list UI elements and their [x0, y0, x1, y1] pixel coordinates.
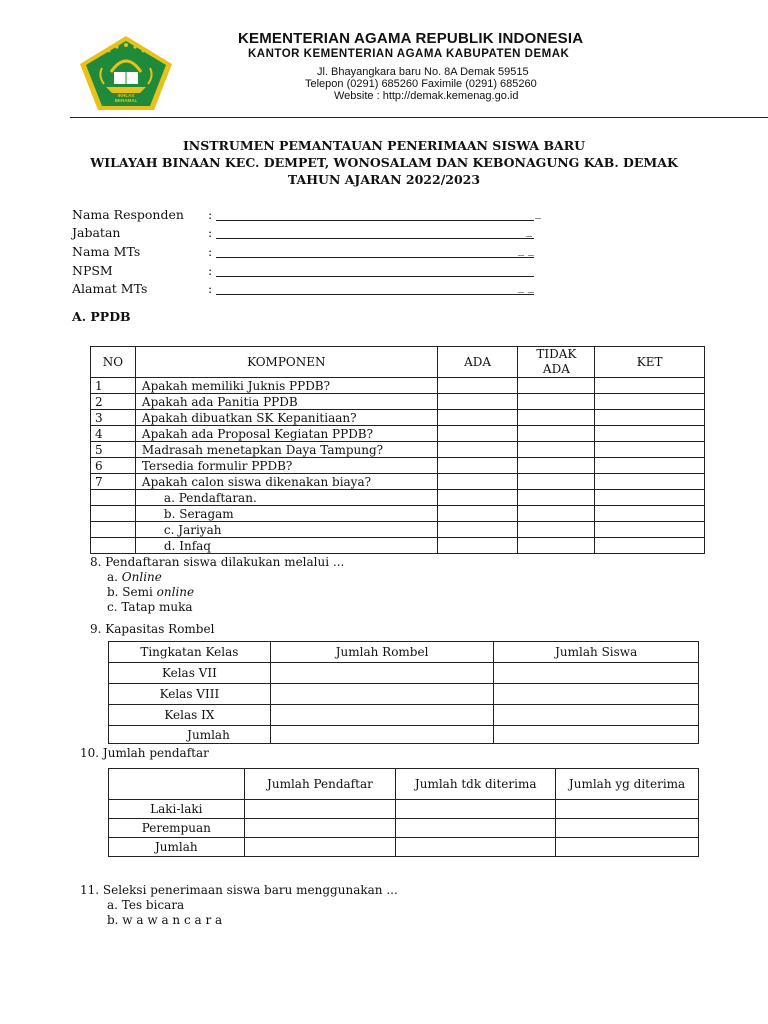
row-komponen: d. Infaq [135, 538, 437, 554]
row-no: 6 [91, 458, 136, 474]
col-header-no: NO [91, 347, 136, 378]
cell-rombel[interactable] [270, 705, 494, 726]
cell-rombel[interactable] [270, 663, 494, 684]
header-subtitle: KANTOR KEMENTERIAN AGAMA KABUPATEN DEMAK [248, 48, 570, 60]
row-no: 4 [91, 426, 136, 442]
cell-ada[interactable] [437, 378, 518, 394]
row-label: Kelas VIII [109, 684, 271, 705]
row-komponen: c. Jariyah [135, 522, 437, 538]
field-tail: _ [535, 205, 541, 219]
q11-option-b: b. w a w a n c a r a [107, 913, 223, 927]
kemenag-logo [76, 32, 176, 112]
table-row [91, 442, 705, 458]
cell-ket[interactable] [595, 522, 705, 538]
row-label: Jumlah [109, 726, 271, 744]
col-header-komponen: KOMPONEN [135, 347, 437, 378]
cell-rombel[interactable] [270, 684, 494, 705]
cell-ada[interactable] [437, 458, 518, 474]
cell-pendaftar[interactable] [244, 838, 396, 857]
cell-siswa[interactable] [494, 684, 699, 705]
cell-ket[interactable] [595, 506, 705, 522]
row-komponen: Apakah memiliki Juknis PPDB? [135, 378, 437, 394]
field-label: Nama Responden [72, 207, 184, 222]
q8-option-b [107, 585, 194, 599]
cell-siswa[interactable] [494, 726, 699, 744]
cell-diterima[interactable] [556, 819, 699, 838]
row-no: 7 [91, 474, 136, 490]
q8-a-prefix: a. [107, 570, 122, 584]
q11-option-a: a. Tes bicara [107, 898, 185, 912]
row-komponen: a. Pendaftaran. [135, 490, 437, 506]
row-no: 1 [91, 378, 136, 394]
field-tail: _ _ [518, 242, 534, 256]
field-label: Alamat MTs [72, 281, 148, 296]
row-komponen: Tersedia formulir PPDB? [135, 458, 437, 474]
table-row [109, 819, 699, 838]
table-row [109, 800, 699, 819]
table-row [109, 726, 699, 744]
field-colon: : [208, 244, 213, 259]
cell-tidak-ada[interactable] [518, 442, 595, 458]
field-tail: _ [526, 223, 532, 237]
row-label: Laki-laki [109, 800, 245, 819]
cell-tidak-ada[interactable] [518, 538, 595, 554]
table-row [109, 838, 699, 857]
row-no: 3 [91, 410, 136, 426]
cell-ada[interactable] [437, 442, 518, 458]
nama-responden-field[interactable] [216, 207, 534, 221]
cell-diterima[interactable] [556, 800, 699, 819]
cell-tdk-diterima[interactable] [396, 819, 556, 838]
kapasitas-rombel-table [108, 641, 699, 744]
col-header-diterima: Jumlah yg diterima [556, 769, 699, 800]
field-label: NPSM [72, 263, 113, 278]
q8-b-italic: online [156, 585, 195, 599]
field-label: Nama MTs [72, 244, 141, 259]
cell-ada[interactable] [437, 426, 518, 442]
row-label: Kelas VII [109, 663, 271, 684]
row-komponen: b. Seragam [135, 506, 437, 522]
header-title: KEMENTERIAN AGAMA REPUBLIK INDONESIA [238, 30, 584, 47]
cell-ada[interactable] [437, 538, 518, 554]
q8-option-c: c. Tatap muka [107, 600, 193, 614]
cell-pendaftar[interactable] [244, 819, 396, 838]
cell-ket[interactable] [595, 490, 705, 506]
col-header-tdk-diterima: Jumlah tdk diterima [396, 769, 556, 800]
doc-title-line2: WILAYAH BINAAN KEC. DEMPET, WONOSALAM DAN KEBONAGUNG KAB. DEMAK [90, 155, 678, 170]
cell-siswa[interactable] [494, 663, 699, 684]
row-komponen: Apakah dibuatkan SK Kepanitiaan? [135, 410, 437, 426]
cell-ket[interactable] [595, 538, 705, 554]
row-komponen: Apakah ada Panitia PPDB [135, 394, 437, 410]
cell-ket[interactable] [595, 442, 705, 458]
npsm-field[interactable] [216, 263, 534, 277]
row-label: Perempuan [109, 819, 245, 838]
jabatan-field[interactable] [216, 225, 534, 239]
table-row [91, 538, 705, 554]
cell-ada[interactable] [437, 474, 518, 490]
table-row [109, 705, 699, 726]
cell-tidak-ada[interactable] [518, 522, 595, 538]
table-row [109, 684, 699, 705]
cell-tdk-diterima[interactable] [396, 838, 556, 857]
table-row [91, 426, 705, 442]
header-address: Jl. Bhayangkara baru No. 8A Demak 59515 [317, 66, 529, 78]
q8-option-a [107, 570, 162, 584]
table-row [109, 663, 699, 684]
row-no [91, 522, 136, 538]
row-komponen: Apakah ada Proposal Kegiatan PPDB? [135, 426, 437, 442]
row-komponen: Madrasah menetapkan Daya Tampung? [135, 442, 437, 458]
cell-tidak-ada[interactable] [518, 426, 595, 442]
row-no [91, 506, 136, 522]
field-label: Jabatan [72, 225, 121, 240]
field-tail: _ _ [518, 279, 534, 293]
ada-label: ADA [542, 362, 570, 376]
cell-tidak-ada[interactable] [518, 490, 595, 506]
cell-tdk-diterima[interactable] [396, 800, 556, 819]
cell-tidak-ada[interactable] [518, 394, 595, 410]
field-colon: : [208, 281, 213, 296]
table-row [91, 490, 705, 506]
table-row [91, 506, 705, 522]
section-a-title: A. PPDB [72, 309, 131, 324]
cell-ada[interactable] [437, 490, 518, 506]
cell-tidak-ada[interactable] [518, 474, 595, 490]
row-no: 2 [91, 394, 136, 410]
row-label: Jumlah [109, 838, 245, 857]
doc-title-line1: INSTRUMEN PEMANTAUAN PENERIMAAN SISWA BARU [182, 138, 586, 153]
col-header-ada: ADA [437, 347, 518, 378]
cell-ket[interactable] [595, 474, 705, 490]
cell-ket[interactable] [595, 458, 705, 474]
question-10: 10. Jumlah pendaftar [80, 746, 209, 760]
cell-diterima[interactable] [556, 838, 699, 857]
col-header-siswa: Jumlah Siswa [494, 642, 699, 663]
cell-tidak-ada[interactable] [518, 458, 595, 474]
field-colon: : [208, 225, 213, 240]
table-row [91, 378, 705, 394]
field-colon: : [208, 263, 213, 278]
cell-ket[interactable] [595, 426, 705, 442]
question-8: 8. Pendaftaran siswa dilakukan melalui ... [90, 555, 345, 569]
cell-ket[interactable] [595, 378, 705, 394]
q8-a-italic: Online [121, 570, 162, 584]
col-header-pendaftar: Jumlah Pendaftar [244, 769, 396, 800]
cell-tidak-ada[interactable] [518, 378, 595, 394]
col-header-tingkatan: Tingkatan Kelas [109, 642, 271, 663]
row-no [91, 490, 136, 506]
header-website: Website : http://demak.kemenag.go.id [334, 90, 519, 102]
cell-ada[interactable] [437, 394, 518, 410]
q8-b-prefix: b. Semi [107, 585, 157, 599]
table-row [91, 458, 705, 474]
logo-text: IKHLAS BERAMAL [114, 93, 138, 103]
cell-siswa[interactable] [494, 705, 699, 726]
row-label: Kelas IX [109, 705, 271, 726]
cell-rombel[interactable] [270, 726, 494, 744]
table-row [91, 522, 705, 538]
row-no [91, 538, 136, 554]
field-colon: : [208, 207, 213, 222]
cell-tidak-ada[interactable] [518, 506, 595, 522]
cell-ket[interactable] [595, 394, 705, 410]
table-row [91, 410, 705, 426]
cell-pendaftar[interactable] [244, 800, 396, 819]
table-row [91, 394, 705, 410]
ppdb-table [90, 346, 705, 554]
col-header-tidak-ada [518, 347, 595, 378]
col-header-empty [109, 769, 245, 800]
cell-ket[interactable] [595, 410, 705, 426]
question-11: 11. Seleksi penerimaan siswa baru menggunakan ... [80, 883, 398, 897]
cell-ada[interactable] [437, 410, 518, 426]
alamat-mts-field[interactable] [216, 281, 534, 295]
row-no: 5 [91, 442, 136, 458]
col-header-ket: KET [595, 347, 705, 378]
cell-ada[interactable] [437, 506, 518, 522]
cell-ada[interactable] [437, 522, 518, 538]
header-phone: Telepon (0291) 685260 Faximile (0291) 685260 [305, 78, 537, 90]
row-komponen: Apakah calon siswa dikenakan biaya? [135, 474, 437, 490]
header-divider [70, 117, 768, 118]
cell-tidak-ada[interactable] [518, 410, 595, 426]
tidak-label: TIDAK [536, 347, 577, 361]
nama-mts-field[interactable] [216, 244, 534, 258]
table-row [91, 474, 705, 490]
col-header-rombel: Jumlah Rombel [270, 642, 494, 663]
doc-title-line3: TAHUN AJARAN 2022/2023 [287, 172, 481, 187]
jumlah-pendaftar-table [108, 768, 699, 857]
question-9: 9. Kapasitas Rombel [90, 622, 215, 636]
